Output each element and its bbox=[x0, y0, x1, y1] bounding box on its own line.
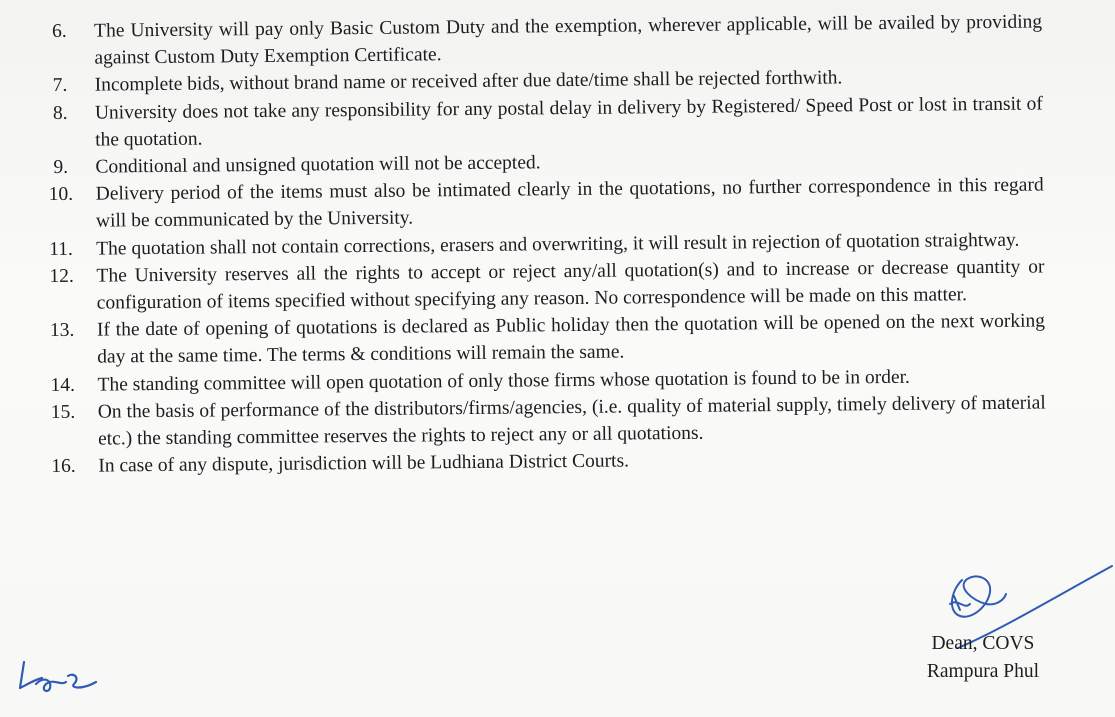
term-text: On the basis of performance of the distributors/firms/agencies, (i.e. quality of material supply, timely delivery of material etc.) the standing committee reserves the rights to reject any or all quotations. bbox=[97, 392, 1046, 450]
term-number: 16. bbox=[51, 456, 76, 478]
term-text: The standing committee will open quotation of only those firms whose quotation is found to be in order. bbox=[97, 366, 910, 396]
term-number: 13. bbox=[49, 320, 75, 342]
signatory-place: Rampura Phul bbox=[926, 661, 1039, 682]
term-number: 8. bbox=[52, 102, 68, 124]
term-text: Delivery period of the items must also be intimated clearly in the quotations, no further correspondence in this regard will be communicated by the University. bbox=[95, 174, 1044, 233]
term-number: 14. bbox=[50, 374, 75, 396]
term-text: The University reserves all the rights to accept or reject any/all quotation(s) and to increase or decrease quantity or configuration of items specified without specifying any reason. No correspondence will be made on this matter. bbox=[96, 256, 1045, 314]
term-number: 7. bbox=[52, 75, 68, 97]
signatory-title: Dean, COVS bbox=[931, 633, 1035, 654]
term-number: 15. bbox=[50, 401, 76, 423]
signature-block bbox=[927, 630, 1039, 686]
term-text: Incomplete bids, without brand name or received after due date/time shall be rejected forthwith. bbox=[94, 67, 843, 96]
term-text: The University will pay only Basic Custom Duty and the exemption, wherever applicable, will be availed by providing against Custom Duty Exemption Certificate. bbox=[94, 11, 1043, 69]
term-text: University does not take any responsibility for any postal delay in delivery by Registered/ Speed Post or lost in transit of the quotation. bbox=[94, 93, 1043, 151]
term-text: The quotation shall not contain corrections, erasers and overwriting, it will result in rejection of quotation straightway. bbox=[96, 229, 1020, 260]
term-number: 6. bbox=[52, 20, 67, 42]
term-text: In case of any dispute, jurisdiction will be Ludhiana District Courts. bbox=[98, 450, 630, 477]
term-number: 9. bbox=[53, 156, 69, 179]
term-number: 12. bbox=[49, 265, 74, 287]
term-text: If the date of opening of quotations is declared as Public holiday then the quotation will be opened on the next working day at the same time. The terms & conditions will remain the same. bbox=[96, 310, 1046, 369]
term-number: 11. bbox=[49, 238, 73, 260]
term-text: Conditional and unsigned quotation will not be accepted. bbox=[95, 152, 541, 178]
term-number: 10. bbox=[48, 184, 74, 206]
